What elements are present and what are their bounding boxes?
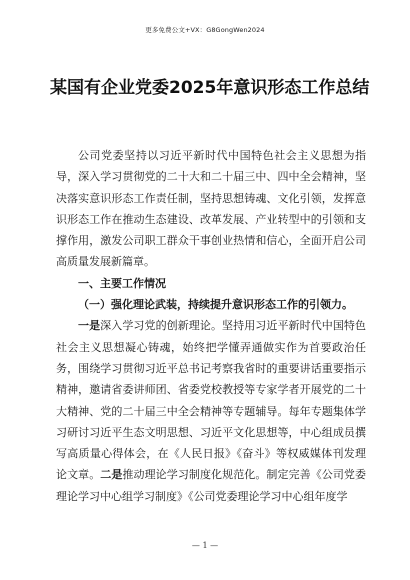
document-title: 某国有企业党委2025年意识形态工作总结 [50, 78, 370, 98]
paragraph-text: 推动理论学习制度化规范化。制定完善《公司党委理论学习中心组学习制度》《公司党委理论学习中心组年度学 [56, 468, 367, 503]
document-body [56, 145, 366, 507]
paragraph-lead: 二是 [100, 468, 123, 482]
subsection-heading: （一）强化理论武装，持续提升意识形态工作的引领力。 [78, 298, 353, 312]
intro-paragraph: 公司党委坚持以习近平新时代中国特色社会主义思想为指导，深入学习贯彻党的二十大和二十届三中、四中全会精神，坚决落实意识形态工作责任制，坚持思想铸魂、文化引领，发挥意识形态工作在推动生态建设、改革发展、产业转型中的引领和支撑作用，激发公司职工群众干事创业热情和信心，全面开启公司高质量发展新篇章。 [56, 149, 366, 269]
body-paragraph [56, 315, 366, 507]
paragraph-text: 深入学习党的创新理论。坚持用习近平新时代中国特色社会主义思想凝心铸魂，始终把学懂弄通做实作为首要政治任务，围绕学习贯彻习近平总书记考察我省时的重要讲话重要指示精神，邀请省委讲师团、省委党校教授等专家学者开展党的二十大精神、党的二十届三中全会精神等专题辅导。每年专题集体学习研讨习近平生态文明思想、习近平文化思想等，中心组成员撰写高质量心得体会，在《人民日报》《奋斗》等权威媒体刊发理论文章。 [56, 319, 367, 482]
page-number: — 1 — [191, 541, 219, 550]
section-heading: 一、主要工作情况 [78, 276, 166, 290]
promo-banner: 更多免费公文+VX：G8GongWen2024 [145, 26, 265, 34]
paragraph-lead: 一是 [78, 319, 101, 333]
